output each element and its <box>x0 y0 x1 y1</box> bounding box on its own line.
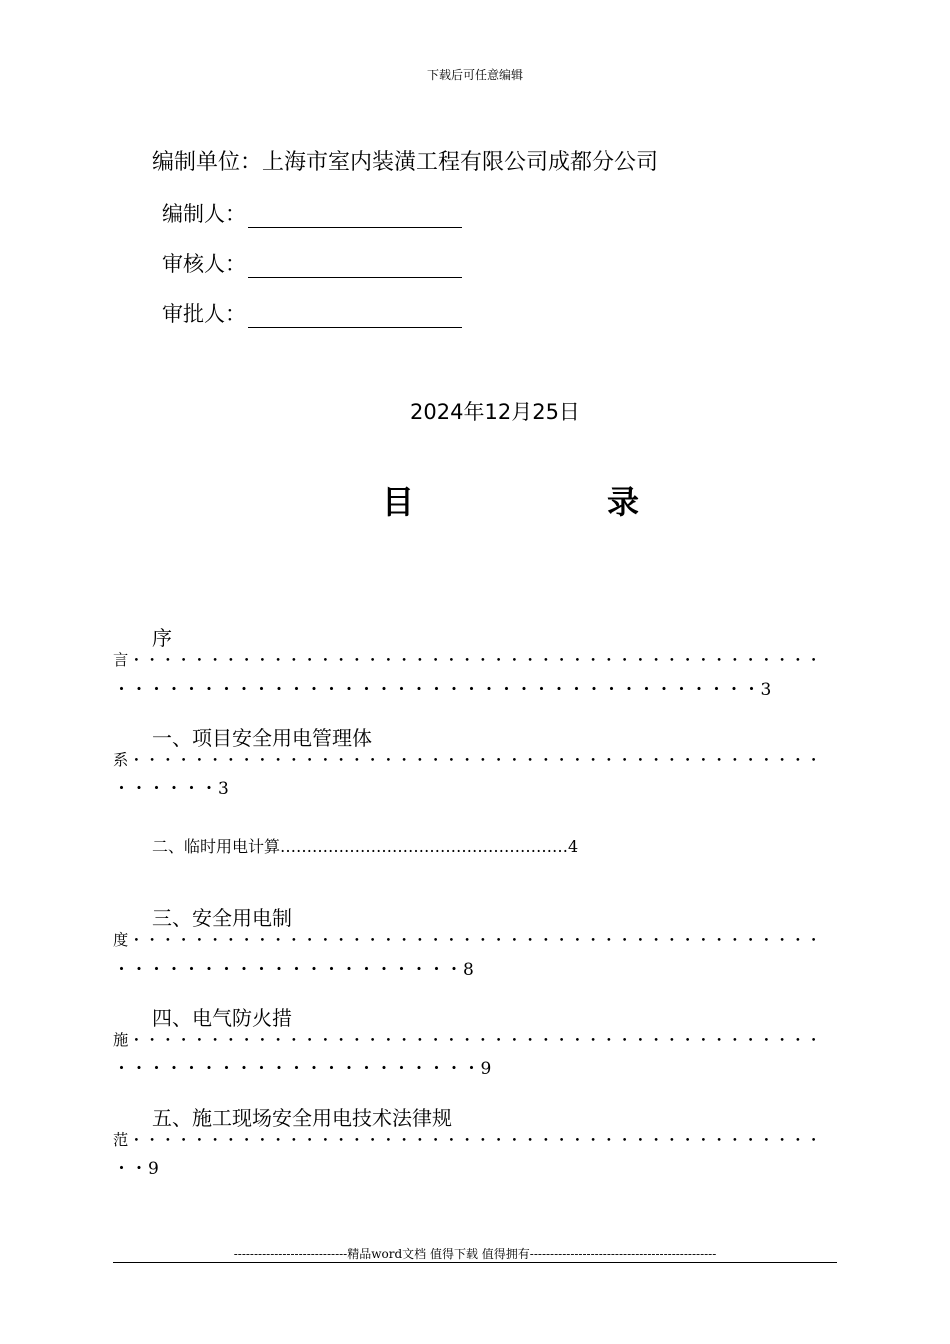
reviewer-row <box>162 248 462 278</box>
toc-entry-heading: 五、施工现场安全用电技术法律规 <box>152 1106 452 1130</box>
toc-entry-heading: 一、项目安全用电管理体 <box>152 726 372 750</box>
toc-entry-leader-page: ・・・・・・・・・・・・・・・・・・・・・・・・・・・・・・・・・・・・・3 <box>113 680 772 700</box>
toc-entry-leader-page: ・・9 <box>113 1159 160 1179</box>
toc-title-left: 目 <box>382 483 415 521</box>
toc-entry-leader-page: ・・・・・・・・・・・・・・・・・・・・8 <box>113 960 475 980</box>
compiler-signature-line <box>248 205 462 228</box>
toc-entry-leader: 施・・・・・・・・・・・・・・・・・・・・・・・・・・・・・・・・・・・・・・・・・・・・ <box>113 1031 822 1049</box>
toc-title-right: 录 <box>607 483 640 521</box>
toc-entry-heading: 三、安全用电制 <box>152 906 292 930</box>
footer-rule <box>113 1262 837 1263</box>
toc-entry-heading: 序 <box>152 626 172 650</box>
toc-entry-leader-page: ・・・・・・3 <box>113 779 230 799</box>
toc-entry-leader: 范・・・・・・・・・・・・・・・・・・・・・・・・・・・・・・・・・・・・・・・・・・・・ <box>113 1131 822 1149</box>
toc-entry-line: 二、临时用电计算………………………………………………4 <box>152 837 579 856</box>
approver-signature-line <box>248 305 462 328</box>
toc-entry-leader: 言・・・・・・・・・・・・・・・・・・・・・・・・・・・・・・・・・・・・・・・・・・・・ <box>113 651 822 669</box>
compiler-row <box>162 198 462 228</box>
toc-entry-leader-page: ・・・・・・・・・・・・・・・・・・・・・9 <box>113 1059 492 1079</box>
approver-label: 审批人： <box>162 302 246 326</box>
approver-row <box>162 298 462 328</box>
compiler-label: 编制人： <box>162 202 246 226</box>
toc-entry-heading: 四、电气防火措 <box>152 1006 292 1030</box>
document-date: 2024年12月25日 <box>410 400 580 424</box>
toc-entry-leader: 度・・・・・・・・・・・・・・・・・・・・・・・・・・・・・・・・・・・・・・・・・・・・ <box>113 931 822 949</box>
header-note: 下载后可任意编辑 <box>426 68 523 82</box>
reviewer-label: 审核人： <box>162 252 246 276</box>
toc-entry-leader: 系・・・・・・・・・・・・・・・・・・・・・・・・・・・・・・・・・・・・・・・・・・・・ <box>113 751 822 769</box>
footer-text: ----------------------------精品word文档 值得下载 值得拥有---------------------------------------------- <box>233 1247 717 1261</box>
compiling-unit: 编制单位：上海市室内装潢工程有限公司成都分公司 <box>152 150 659 175</box>
reviewer-signature-line <box>248 255 462 278</box>
